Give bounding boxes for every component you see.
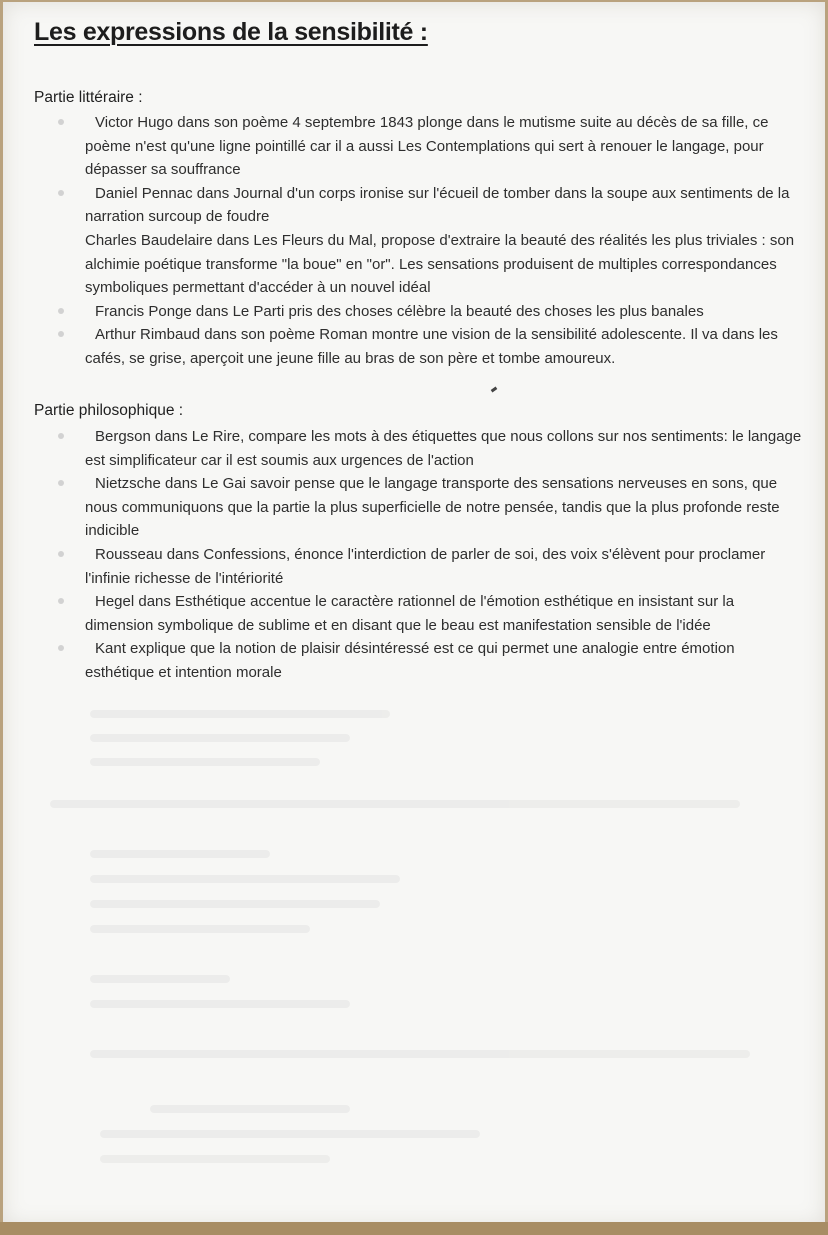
list-item-text: Nietzsche dans Le Gai savoir pense que le langage transporte des sensations nerveuses en sons, que nous communiquons que la partie la plus superficielle de notre pensée, tandis que la plus profonde reste indicible [85,475,780,540]
list-item [0,229,828,300]
list-item [0,182,828,229]
section-heading-philosophique: Partie philosophique : [34,402,184,419]
bullet-icon [58,480,64,486]
list-item [0,323,828,370]
document-title: Les expressions de la sensibilité : [34,18,428,46]
list-item-text: Hegel dans Esthétique accentue le caractère rationnel de l'émotion esthétique en insistant sur la dimension symbolique de sublime et en disant que le beau est manifestation sensible de l'idée [85,593,735,634]
list-item [0,111,828,182]
bullet-icon [58,331,64,337]
bullet-icon [58,598,64,604]
bullet-icon [58,119,64,125]
list-item-text: Arthur Rimbaud dans son poème Roman montre une vision de la sensibilité adolescente. Il va dans les cafés, se grise, aperçoit une jeune fille au bras de son père et tombe amoureux. [85,326,778,367]
bullet-icon [58,645,64,651]
bullet-icon [58,433,64,439]
list-item [0,300,828,324]
bullet-icon [58,308,64,314]
list-item [0,543,828,590]
list-philosophique [0,425,828,685]
list-item [0,425,828,472]
list-item [0,590,828,637]
list-item-text: Francis Ponge dans Le Parti pris des choses célèbre la beauté des choses les plus banales [95,302,704,320]
list-item-text: Kant explique que la notion de plaisir désintéressé est ce qui permet une analogie entre émotion esthétique et intention morale [85,640,735,681]
bullet-icon [58,190,64,196]
section-heading-litteraire: Partie littéraire : [34,89,143,106]
list-litteraire [0,111,828,371]
paper-edge [0,1222,828,1235]
list-item [0,637,828,684]
list-item-text: Charles Baudelaire dans Les Fleurs du Mal, propose d'extraire la beauté des réalités les plus triviales : son alchimie poétique transforme "la boue" en "or". Les sensations produisent de multiples correspondances symboliques permettant d'accéder à un nouvel idéal [85,231,795,297]
list-item [0,472,828,543]
list-item-text: Bergson dans Le Rire, compare les mots à des étiquettes que nous collons sur nos sentiments: le langage est simplificateur car il est soumis aux urgences de l'action [85,428,802,469]
bullet-icon [58,551,64,557]
list-item-text: Rousseau dans Confessions, énonce l'interdiction de parler de soi, des voix s'élèvent pour proclamer l'infinie richesse de l'intériorité [85,545,766,587]
list-item-text: Daniel Pennac dans Journal d'un corps ironise sur l'écueil de tomber dans la soupe aux sentiments de la narration surcoup de foudre [85,184,790,226]
list-item-text: Victor Hugo dans son poème 4 septembre 1843 plonge dans le mutisme suite au décès de sa fille, ce poème n'est qu'une ligne pointillé car il a aussi Les Contemplations qui sert à renouer le langage, pour dépasser sa souffrance [85,114,769,179]
show-through-texture [40,700,780,1180]
